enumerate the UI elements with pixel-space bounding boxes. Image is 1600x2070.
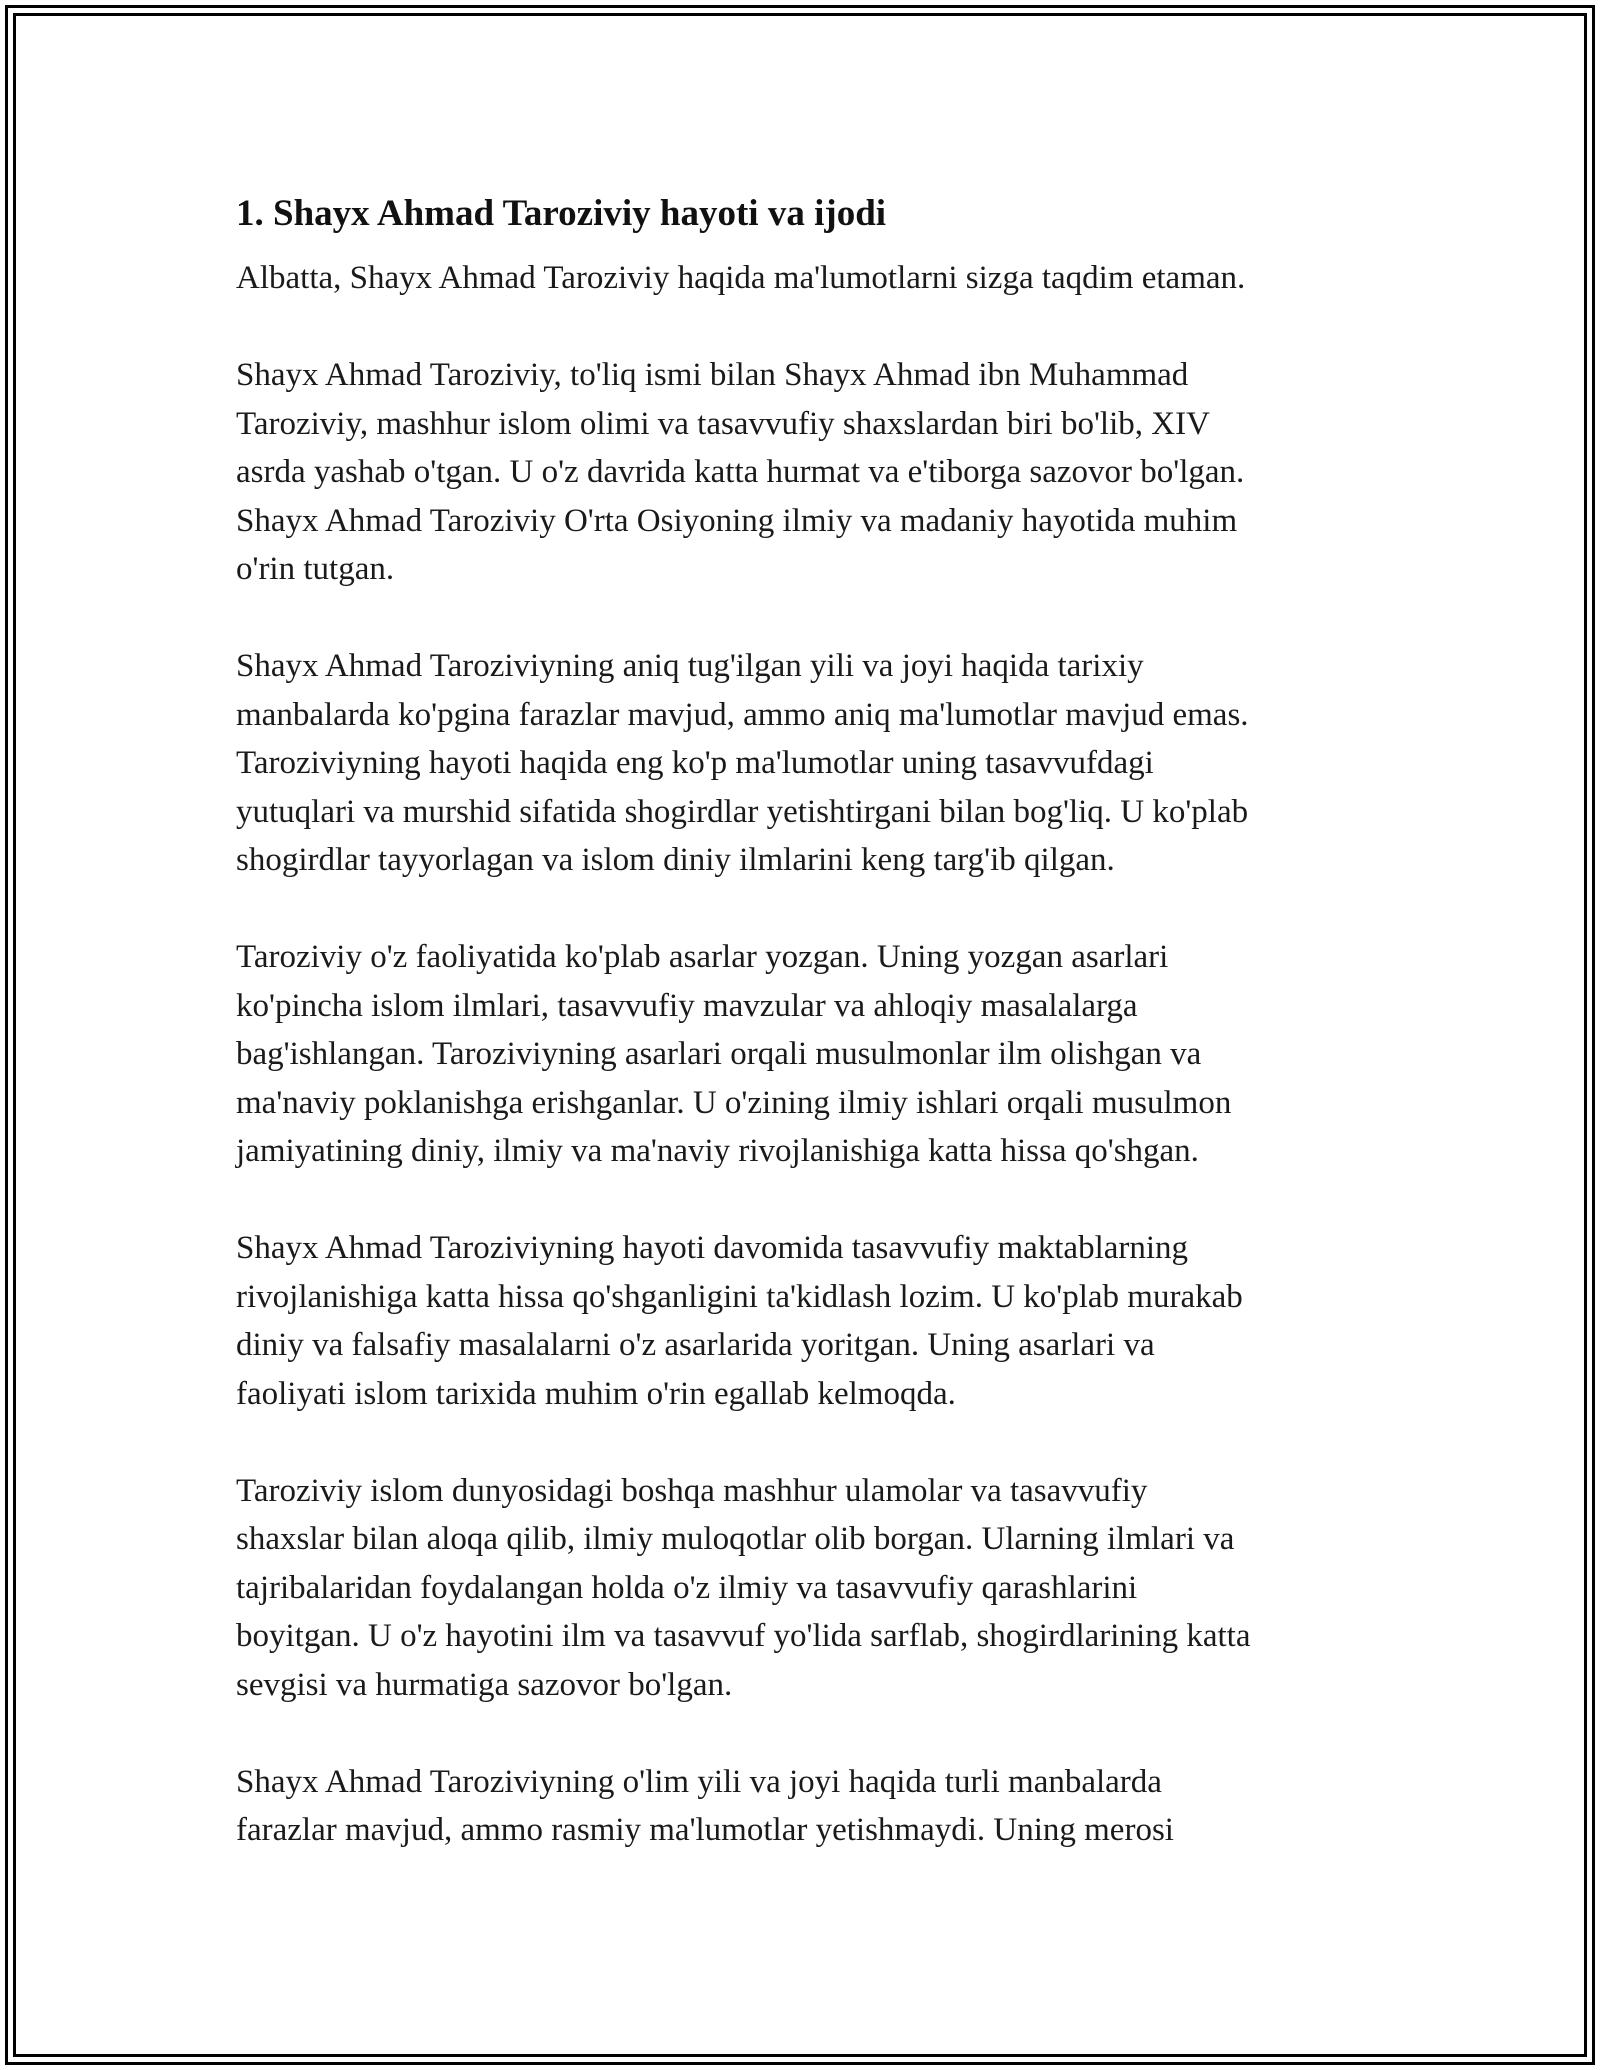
text-line: manbalarda ko'pgina farazlar mavjud, ammo aniq ma'lumotlar mavjud emas. (236, 696, 1249, 733)
text-line: Shayx Ahmad Taroziviyning o'lim yili va joyi haqida turli manbalarda (236, 1763, 1162, 1800)
text-line: ma'naviy poklanishga erishganlar. U o'zining ilmiy ishlari orqali musulmon (236, 1084, 1232, 1121)
paragraph-intro (236, 254, 1376, 303)
text-line: Shayx Ahmad Taroziviy, to'liq ismi bilan Shayx Ahmad ibn Muhammad (236, 357, 1189, 393)
text-line: Taroziviy o'z faoliyatida ko'plab asarlar yozgan. Uning yozgan asarlari (236, 939, 1169, 975)
paragraph-schools (236, 1224, 1376, 1418)
paragraph-birth (236, 642, 1376, 885)
section-heading: 1. Shayx Ahmad Taroziviy hayoti va ijodi (236, 193, 887, 234)
paragraph-biography (236, 351, 1376, 594)
text-line: ko'pincha islom ilmlari, tasavvufiy mavzular va ahloqiy masalalarga (236, 987, 1138, 1024)
paragraph-works (236, 933, 1376, 1176)
text-line: rivojlanishiga katta hissa qo'shganligini ta'kidlash lozim. U ko'plab murakab (236, 1278, 1243, 1315)
text-line: Shayx Ahmad Taroziviy O'rta Osiyoning ilmiy va madaniy hayotida muhim (236, 502, 1238, 539)
text-line: yutuqlari va murshid sifatida shogirdlar yetishtirgani bilan bog'liq. U ko'plab (236, 793, 1249, 830)
text-line: tajribalaridan foydalangan holda o'z ilmiy va tasavvufiy qarashlarini (236, 1569, 1138, 1606)
text-line: Shayx Ahmad Taroziviyning hayoti davomida tasavvufiy maktablarning (236, 1230, 1189, 1266)
text-line: faoliyati islom tarixida muhim o'rin egallab kelmoqda. (236, 1375, 956, 1412)
text-line: Albatta, Shayx Ahmad Taroziviy haqida ma'lumotlarni sizga taqdim etaman. (236, 260, 1246, 296)
paragraph-relations (236, 1467, 1376, 1710)
text-line: Taroziviyning hayoti haqida eng ko'p ma'lumotlar uning tasavvufdagi (236, 745, 1154, 781)
document-body (236, 186, 1376, 1903)
text-line: shogirdlar tayyorlagan va islom diniy ilmlarini keng targ'ib qilgan. (236, 842, 1115, 878)
text-line: bag'ishlangan. Taroziviyning asarlari orqali musulmonlar ilm olishgan va (236, 1036, 1202, 1072)
text-line: Taroziviy islom dunyosidagi boshqa mashhur ulamolar va tasavvufiy (236, 1472, 1148, 1509)
text-line: sevgisi va hurmatiga sazovor bo'lgan. (236, 1666, 733, 1703)
text-line: diniy va falsafiy masalalarni o'z asarlarida yoritgan. Uning asarlari va (236, 1327, 1155, 1363)
text-line: asrda yashab o'tgan. U o'z davrida katta hurmat va e'tiborga sazovor bo'lgan. (236, 454, 1245, 490)
paragraph-death (236, 1758, 1376, 1855)
text-line: Taroziviy, mashhur islom olimi va tasavvufiy shaxslardan biri bo'lib, XIV (236, 405, 1210, 442)
text-line: shaxslar bilan aloqa qilib, ilmiy muloqotlar olib borgan. Ularning ilmlari va (236, 1521, 1235, 1557)
text-line: Shayx Ahmad Taroziviyning aniq tug'ilgan yili va joyi haqida tarixiy (236, 648, 1144, 684)
text-line: boyitgan. U o'z hayotini ilm va tasavvuf yo'lida sarflab, shogirdlarining katta (236, 1618, 1251, 1654)
text-line: farazlar mavjud, ammo rasmiy ma'lumotlar yetishmaydi. Uning merosi (236, 1812, 1174, 1848)
text-line: o'rin tutgan. (236, 551, 395, 587)
text-line: jamiyatining diniy, ilmiy va ma'naviy rivojlanishiga katta hissa qo'shgan. (236, 1133, 1199, 1169)
